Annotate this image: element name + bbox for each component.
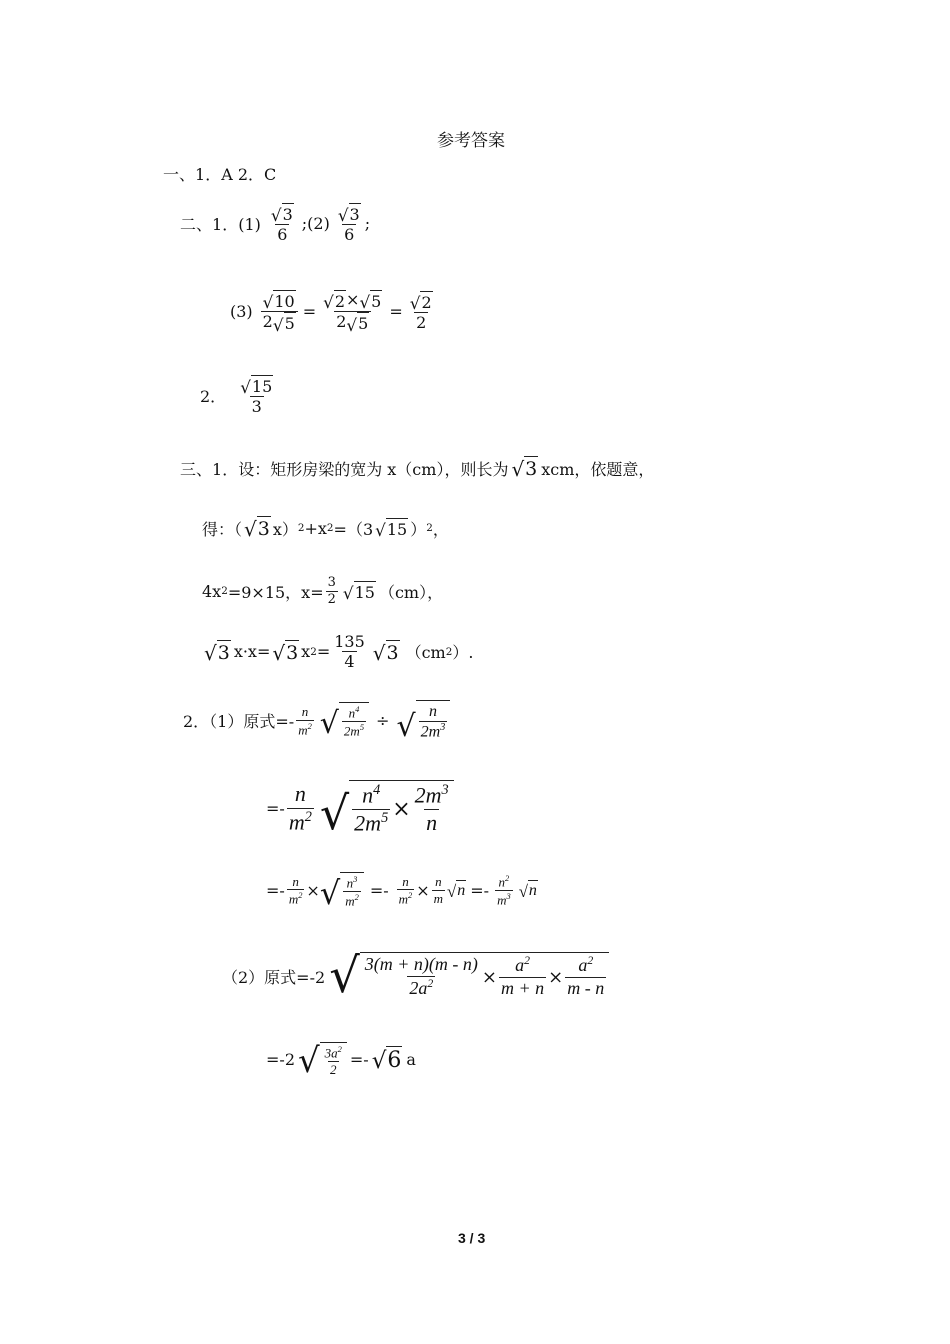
p2-l1-sqrt-num-n: n [348, 705, 356, 721]
p2b-l2-frac [323, 1044, 344, 1078]
p2-l3-eq3: =- [470, 880, 490, 900]
s3-l4-a: x·x= [233, 642, 271, 662]
p2b-frac1-den-sup: 2 [427, 977, 434, 990]
p2b-l2-eq2: =- [349, 1050, 369, 1070]
p2-l3-frac3-num: n [435, 874, 442, 890]
s3-l3-sup: 2 [221, 585, 228, 598]
p2-l3-frac3 [432, 874, 445, 906]
p2b-frac2 [499, 954, 546, 999]
p2-l2-sqrt-n-sup: 4 [373, 782, 381, 798]
p2-l3-frac4-sup: 2 [505, 873, 510, 883]
q3-b-times: × [346, 290, 360, 310]
p2-l1-sqrt2-den-m: 2m [420, 723, 441, 741]
s3-l4-rad2: 3 [286, 641, 299, 664]
s3-l4-num: 135 [334, 632, 365, 651]
p2b-label: （2）原式=-2 [222, 967, 326, 987]
p2-l3-sqrt-n-sup: 3 [353, 874, 358, 884]
p2b-frac2-a: a [515, 955, 525, 976]
q2-num: 15 [251, 377, 273, 396]
q1-fraction-1: √ 3 6 [270, 205, 293, 245]
p2-l3-frac4-n: n [498, 874, 506, 890]
q1-frac2-den: 6 [344, 225, 355, 245]
section-two-q1 [180, 203, 370, 244]
p2-l3-times: × [306, 880, 320, 900]
section-one [163, 162, 276, 185]
p2-l2-sqrt-f2-m: 2m [414, 782, 442, 808]
s3-l2-f: ， [432, 519, 449, 539]
p2-l3-frac-den-sup: 2 [298, 890, 303, 901]
p2-l2-times: × [392, 796, 411, 822]
s3-l3-a: 4x [202, 581, 222, 601]
part2-line3: =- $\frac{n}{m^2}$ × √ $\frac{n^3}{m^2}$ =- $\frac{n}{m^2}$ × $\frac{n}{m}$ √ n =- $\frac{n^2}{m^3}$ √ n [266, 873, 537, 912]
p2-l1-sqrt2-num: n [428, 703, 437, 720]
p2b-l2-num-a: 3a [324, 1045, 338, 1061]
p2b-l2-den: 2 [330, 1061, 337, 1077]
page-number: 3 / 3 [458, 1230, 486, 1246]
s3-l2-d: =（3 [333, 519, 374, 539]
s3-l3-den: 2 [327, 591, 336, 607]
q3-a-den-coef: 2 [262, 312, 273, 332]
q3-fraction-c: √ 2 2 [409, 293, 432, 333]
p2-l2-eq: =- [266, 798, 285, 818]
p2-l3-sqrt-n2: n [457, 882, 466, 900]
p2b-l2-eq: =-2 [266, 1050, 295, 1070]
p2-l2-sqrt-f2-sup: 3 [441, 782, 449, 799]
s3-l4-c: = [316, 642, 331, 662]
part2-line1: 2．（1）原式=- $\frac{n}{m^2}$ √ $\frac{n^4}{2m^5}$ ÷ √ $\frac{n}{2m^3}$ [183, 700, 454, 742]
p2-l3-frac2-den-m: m [398, 891, 409, 907]
p2-l1-sqrt2-frac [419, 702, 448, 742]
p2-l1-sqrt-frac [342, 704, 366, 739]
p2b-frac3-den: m - n [567, 978, 605, 998]
s3-l4-sup2: 2 [445, 645, 453, 658]
s3-l2-a: 得：（ [202, 519, 243, 539]
q3-fraction-a: √ 10 2 √ 5 [261, 290, 298, 333]
p2-l2-frac-den-m: m [288, 808, 305, 834]
p2-l3-sqrt-n: n [346, 875, 354, 891]
q1-end: ; [364, 214, 371, 234]
s3-l1-rad: 3 [525, 458, 538, 480]
p2-l3-eq: =- [266, 880, 285, 900]
s3-l3-rad: 15 [354, 582, 375, 602]
s3-l4-e: ）. [452, 643, 474, 663]
s3-l4-rad3: 3 [386, 641, 399, 664]
section-one-label: 一、 [163, 165, 196, 184]
q2-label: 2． [200, 387, 227, 407]
s3-l3-b: =9×15，x= [227, 582, 324, 602]
s3-l2-c: +x [304, 518, 327, 538]
divide-sign: ÷ [376, 711, 390, 731]
p2b-frac3-a: a [578, 955, 588, 976]
p2b-l2-rad: 6 [387, 1048, 402, 1074]
s3-l3-c: （cm）， [378, 582, 444, 602]
s3-l1-b: xcm，依题意， [541, 459, 655, 479]
p2-l1-sqrt-num-sup: 4 [355, 704, 360, 715]
part2b-line2: =-2 √ $\frac{3a^2}{2}$ =- √ 6 a [266, 1040, 416, 1081]
p2-l3-sqrt-m-sup: 2 [354, 891, 359, 902]
q3-b-num-r2: 5 [371, 292, 382, 311]
p2b-times1: × [481, 966, 497, 988]
s3-l2-rad2: 15 [386, 519, 408, 539]
p2-l2-frac-den-sup: 2 [304, 808, 312, 825]
section-three-line1: 三、 1．设：矩形房梁的宽为 x（cm），则长为 √ 3 xcm，依题意， [180, 457, 655, 482]
p2-l3-frac4-m: m [497, 892, 507, 908]
p2-l1-frac-den-m: m [298, 722, 308, 738]
section-three-line4: √ 3 x·x= √ 3 x 2 = $\frac{135}{4}$ √ 3 （cm 2 ）. [204, 632, 474, 672]
p2-l3-times2: × [416, 880, 430, 900]
p2-l2-frac [287, 781, 314, 835]
p2-l3-frac3-den: m [433, 890, 444, 906]
s3-l3-num: 3 [327, 575, 336, 590]
p2-l2-sqrt-frac2 [413, 782, 451, 836]
p2-l3-frac [287, 874, 305, 908]
q2-den: 3 [251, 397, 262, 417]
part2b-line1: （2）原式=-2 √ $\frac{3(m + n)(m - n)}{2a^2}$ × $\frac{a^2}{m + n}$ × $\frac{a^2}{m - n}$ [222, 952, 609, 1000]
section-one-text: 1．A 2．C [195, 165, 277, 184]
p2-l3-frac2-num: n [402, 873, 409, 889]
section-three-label: 三、 [180, 459, 213, 479]
p2-l3-sqrt-m: m [345, 893, 355, 909]
p2-l3-frac-num: n [292, 873, 299, 889]
q3-label: (3) [230, 302, 253, 322]
section-two-q3: (3) √ 10 2 √ 5 = √ 2 × √ 5 2 √ 5 = √ 2 2 [230, 290, 437, 333]
q1-prefix: 1．(1) [212, 215, 261, 235]
p2b-frac3-sup: 2 [587, 954, 594, 968]
q1-mid: ;(2) [301, 214, 330, 234]
s3-l4-sup: 2 [310, 645, 317, 658]
p2-l2-sqrt-n: n [362, 782, 374, 808]
q1-frac1-den: 6 [277, 225, 288, 245]
p2b-times2: × [548, 966, 564, 988]
q3-a-den-rad: 5 [284, 314, 295, 334]
p2-l3-eq2: =- [369, 880, 389, 900]
p2-l3-frac4-m-sup: 3 [506, 890, 511, 901]
p2-l1-label: 2．（1）原式=- [183, 712, 295, 732]
p2-l1-frac-num: n [301, 704, 309, 720]
p2-l3-frac2-den-sup: 2 [408, 890, 413, 901]
p2-l2-sqrt-f2-den: n [426, 809, 438, 835]
page-title: 参考答案 [437, 131, 505, 151]
p2-l3-frac-den-m: m [288, 891, 299, 907]
s3-l2-sup2: 2 [326, 522, 334, 534]
s3-l4-den: 4 [344, 652, 355, 672]
p2b-frac3 [565, 954, 606, 999]
p2b-l2-num-sup: 2 [337, 1044, 342, 1054]
q3-c-num: 2 [421, 293, 432, 312]
p2-l3-sqrt-frac [343, 874, 361, 909]
q1-fraction-2: √ 3 6 [337, 205, 360, 245]
p2-l3-frac2 [397, 874, 415, 908]
p2-l2-sqrt-m: 2m [354, 810, 382, 836]
section-two-q2 [200, 375, 277, 416]
s3-l4-rad1: 3 [217, 641, 230, 664]
q3-b-num-r1: 2 [334, 292, 346, 311]
q1-frac2-num: 3 [349, 205, 360, 224]
section-two-label: 二、 [180, 215, 213, 235]
s3-l4-frac [332, 632, 367, 671]
p2-l1-sqrt-den-m: 2m [343, 723, 360, 739]
s3-l1-a: 1．设：矩形房梁的宽为 x（cm），则长为 [212, 459, 509, 479]
s3-l4-b: x [301, 642, 311, 662]
p2-l3-frac4 [495, 873, 513, 908]
p2-l2-frac-num: n [294, 781, 306, 807]
p2-l3-sqrt-n3: n [528, 882, 537, 900]
s3-l2-sup3: 2 [426, 522, 433, 534]
p2-l1-frac [296, 704, 314, 738]
section-three-line2: 得：（ √ 3 x） 2 +x 2 =（3 √ 15 ） 2 ， [202, 517, 449, 542]
q3-fraction-b: √ 2 × √ 5 2 √ 5 [323, 290, 382, 335]
s3-l2-rad: 3 [257, 518, 270, 540]
s3-l2-sup1: 2 [297, 522, 305, 534]
s3-l2-e: ） [410, 519, 427, 539]
p2b-frac1: $\frac{3(m + n)(m - n)}{2a^2}$ [364, 954, 478, 998]
p2-l2-sqrt-frac1 [352, 782, 390, 836]
q3-b-den-coef: 2 [336, 312, 347, 332]
q1-frac1-num: 3 [282, 205, 293, 224]
s3-l4-d: （cm [405, 643, 446, 663]
q3-a-num: 10 [274, 292, 295, 311]
s3-l2-b: x） [272, 519, 298, 539]
p2-l1-sqrt2-den-sup: 3 [440, 722, 446, 734]
section-three-line3: 4x 2 =9×15，x= $\frac{3}{2}$ √ 15 （cm）， [202, 575, 444, 607]
p2-l1-sqrt-den-sup: 5 [359, 722, 365, 733]
p2-l1-frac-den-sup: 2 [307, 720, 312, 731]
part2-line2: =- $\frac{n}{m^2}$ √ $\frac{n^4}{2m^5}$ × $\frac{2m^3}{n}$ [266, 780, 454, 836]
q3-b-den-rad: 5 [358, 314, 369, 334]
p2-l2-sqrt-m-sup: 5 [381, 809, 389, 826]
p2b-frac2-den: m + n [501, 978, 545, 998]
q2-fraction: √ 15 3 [240, 377, 273, 417]
p2b-frac1-num: 3(m + n)(m - n) [364, 954, 478, 975]
p2b-l2-tail: a [406, 1050, 416, 1070]
s3-l3-frac [326, 575, 338, 607]
q3-c-den: 2 [416, 313, 427, 333]
p2b-frac2-sup: 2 [524, 954, 530, 968]
p2b-frac1-den-a: a [418, 978, 428, 998]
